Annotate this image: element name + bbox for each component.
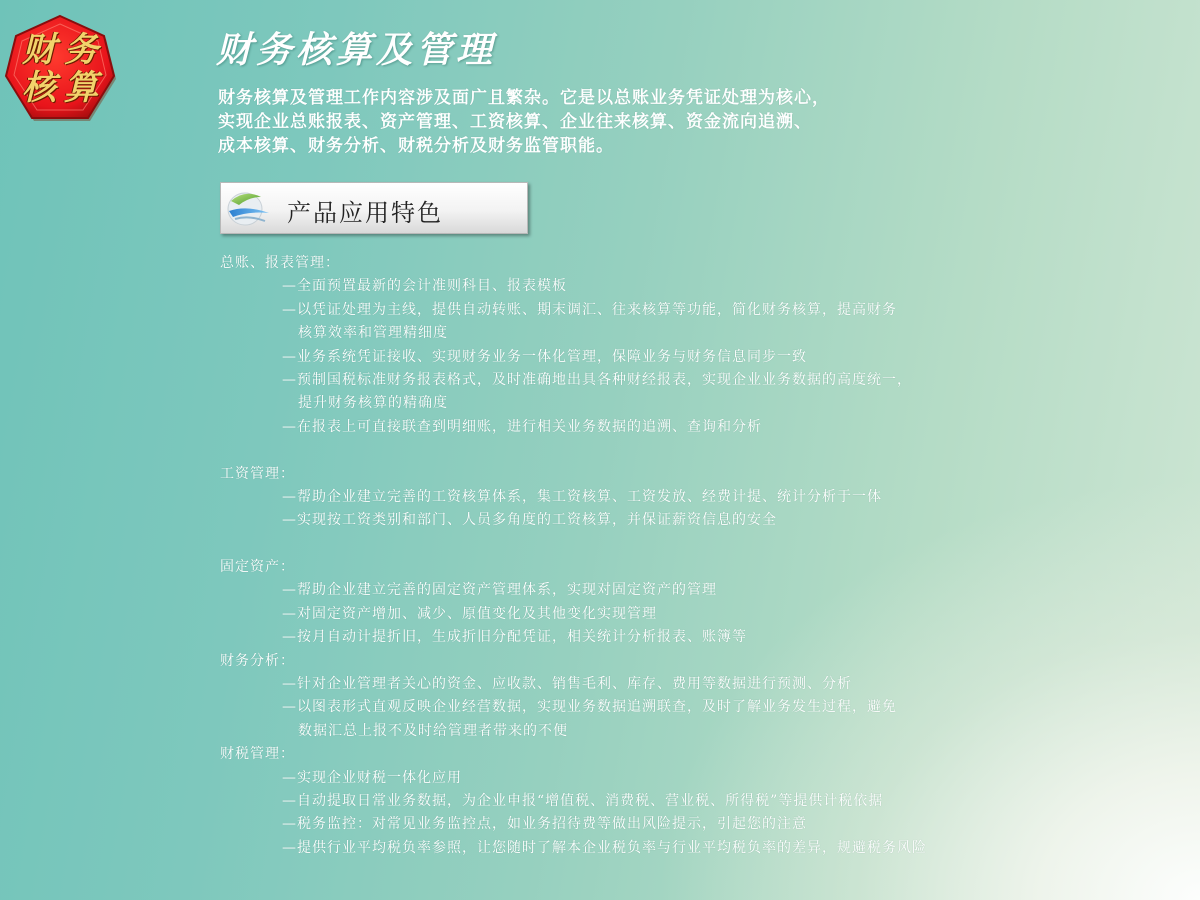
list-item: —税务监控：对常见业务监控点，如业务招待费等做出风险提示，引起您的注意 bbox=[282, 816, 807, 833]
section-heading: 固定资产： bbox=[220, 559, 295, 576]
badge-text bbox=[4, 14, 116, 126]
feature-banner-label: 产品应用特色 bbox=[287, 199, 443, 227]
intro-line: 实现企业总账报表、资产管理、工资核算、企业往来核算、资金流向追溯、 bbox=[218, 112, 812, 132]
page-title: 财务核算及管理 bbox=[216, 29, 497, 71]
product-feature-icon bbox=[225, 187, 271, 229]
list-item: —帮助企业建立完善的固定资产管理体系，实现对固定资产的管理 bbox=[282, 582, 717, 599]
badge-char: 算 bbox=[64, 68, 98, 108]
intro-line: 成本核算、财务分析、财税分析及财务监管职能。 bbox=[218, 136, 614, 156]
badge-char: 务 bbox=[64, 30, 98, 70]
list-item: —在报表上可直接联查到明细账，进行相关业务数据的追溯、查询和分析 bbox=[282, 418, 762, 435]
intro-paragraph bbox=[218, 86, 978, 158]
list-item: —对固定资产增加、减少、原值变化及其他变化实现管理 bbox=[282, 605, 657, 622]
list-item: —按月自动计提折旧，生成折旧分配凭证，相关统计分析报表、账簿等 bbox=[282, 629, 747, 646]
finance-badge-icon bbox=[4, 14, 116, 126]
list-item: —全面预置最新的会计准则科目、报表模板 bbox=[282, 278, 567, 295]
section-spacer bbox=[220, 533, 1180, 556]
list-item: —针对企业管理者关心的资金、应收款、销售毛利、库存、费用等数据进行预测、分析 bbox=[282, 676, 852, 693]
section-heading: 财税管理： bbox=[220, 746, 295, 763]
list-item: —以图表形式直观反映企业经营数据，实现业务数据追溯联查，及时了解业务发生过程，避免 bbox=[282, 699, 897, 716]
section-spacer bbox=[220, 439, 1180, 462]
section-heading: 财务分析： bbox=[220, 652, 295, 669]
badge-char: 核 bbox=[22, 68, 56, 108]
list-item: —业务系统凭证接收、实现财务业务一体化管理，保障业务与财务信息同步一致 bbox=[282, 348, 807, 365]
badge-char: 财 bbox=[22, 30, 56, 70]
list-item: —预制国税标准财务报表格式，及时准确地出具各种财经报表，实现企业业务数据的高度统一， bbox=[282, 371, 912, 388]
list-item: —以凭证处理为主线，提供自动转账、期末调汇、往来核算等功能，简化财务核算，提高财务 bbox=[282, 301, 897, 318]
feature-list bbox=[220, 252, 1180, 860]
list-item-continuation: 核算效率和管理精细度 bbox=[298, 325, 448, 342]
list-item: —实现按工资类别和部门、人员多角度的工资核算，并保证薪资信息的安全 bbox=[282, 512, 777, 529]
section-heading: 工资管理： bbox=[220, 465, 295, 482]
list-item: —自动提取日常业务数据，为企业申报“增值税、消费税、营业税、所得税”等提供计税依据 bbox=[282, 792, 884, 809]
feature-banner bbox=[220, 182, 528, 234]
list-item: —提供行业平均税负率参照，让您随时了解本企业税负率与行业平均税负率的差异，规避税务风险 bbox=[282, 839, 927, 856]
list-item-continuation: 数据汇总上报不及时给管理者带来的不便 bbox=[298, 722, 568, 739]
section-heading: 总账、报表管理： bbox=[220, 255, 340, 271]
list-item: —帮助企业建立完善的工资核算体系，集工资核算、工资发放、经费计提、统计分析于一体 bbox=[282, 488, 882, 505]
list-item: —实现企业财税一体化应用 bbox=[282, 769, 462, 786]
intro-line: 财务核算及管理工作内容涉及面广且繁杂。它是以总账业务凭证处理为核心， bbox=[218, 88, 830, 108]
list-item-continuation: 提升财务核算的精确度 bbox=[298, 395, 448, 412]
